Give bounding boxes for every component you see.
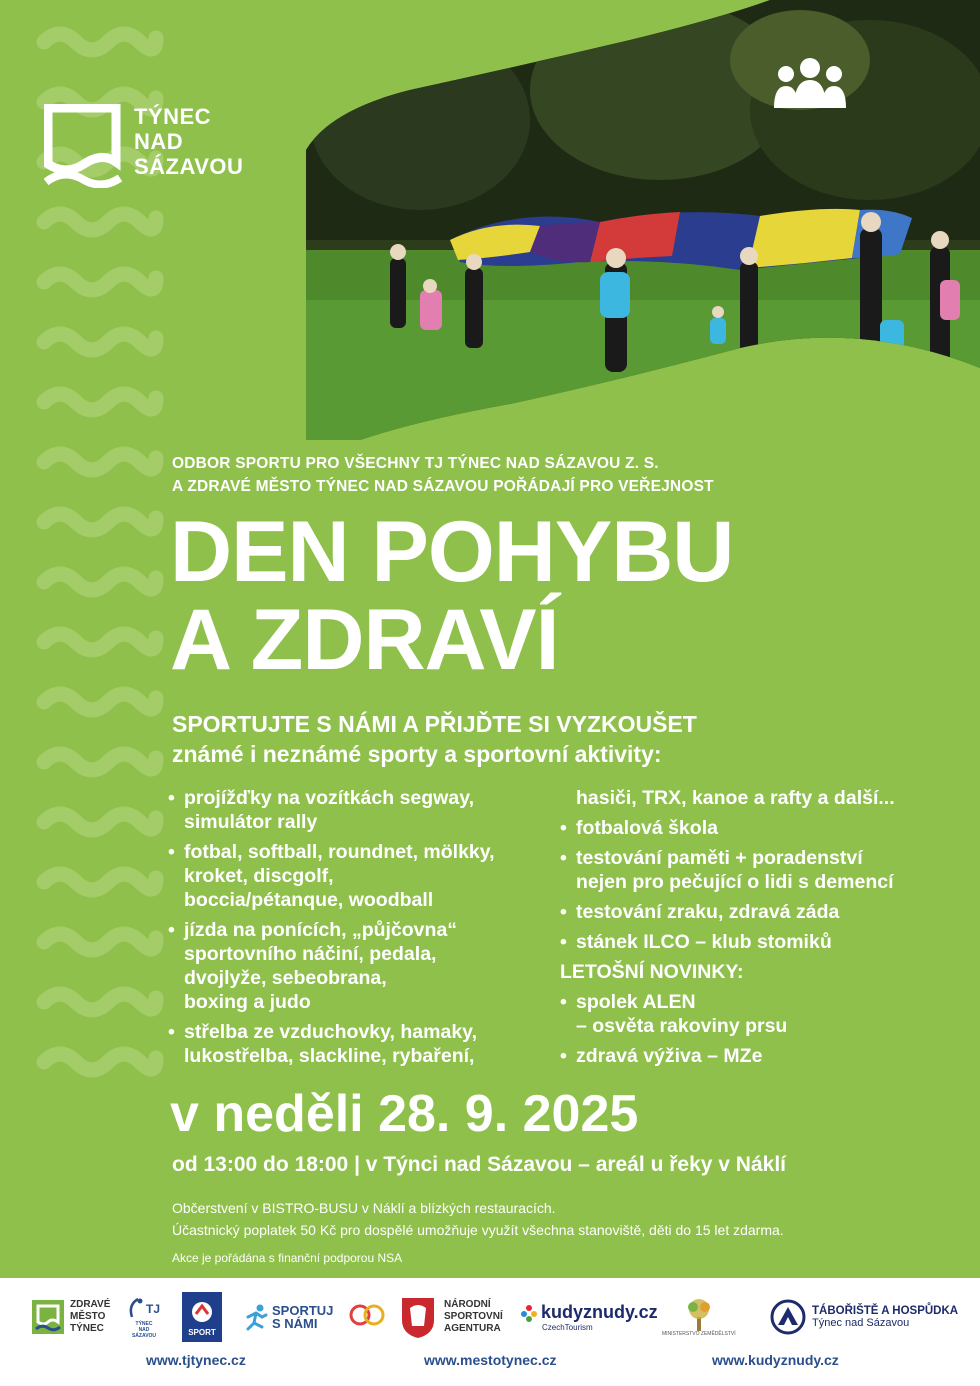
activities-left-column (168, 786, 558, 1074)
title-line-1: DEN POHYBU (170, 504, 734, 600)
activity-item (560, 930, 960, 954)
activity-continuation (560, 786, 960, 810)
partner-label: TÝNEC NAD SÁZAVOU (131, 1321, 157, 1339)
activity-text: projížďky na vozítkách segway, simulátor rally (184, 787, 475, 833)
partner-sport-pro-vsechny (182, 1290, 222, 1344)
event-date: v neděli 28. 9. 2025 (170, 1085, 639, 1143)
bullet: • (168, 919, 175, 941)
activity-text: testování paměti + poradenství nejen pro pečující o lidi s demencí (576, 847, 894, 893)
activity-text: hasiči, TRX, kanoe a rafty a další... (576, 787, 895, 809)
running-figure-icon (244, 1303, 270, 1331)
activity-item (168, 918, 558, 1014)
activity-text: testování zraku, zdravá záda (576, 901, 840, 923)
activity-text: jízda na ponících, „půjčovna“ sportovního náčiní, pedala, dvojlyže, sebeobrana, boxing a judo (184, 919, 458, 1013)
people-icon (772, 56, 848, 112)
title-line-2: A ZDRAVÍ (170, 592, 559, 688)
bullet: • (560, 901, 567, 923)
activity-item (560, 900, 960, 924)
partner-label: TÁBOŘIŠTĚ A HOSPŮDKA (812, 1305, 959, 1317)
refreshment-note: Občerstvení v BISTRO-BUSU v Náklí a blízkých restauracích. (172, 1200, 556, 1216)
partners-footer (0, 1278, 980, 1386)
cus-logo-icon (348, 1299, 386, 1335)
tj-mark: TJ (146, 1302, 161, 1316)
activity-item (168, 1020, 558, 1068)
town-logo-icon (44, 104, 124, 188)
logo-line-3: SÁZAVOU (134, 154, 244, 179)
event-time-place: od 13:00 do 18:00 | v Týnci nad Sázavou – areál u řeky v Náklí (172, 1153, 786, 1176)
event-title (170, 504, 734, 688)
url-kudyznudy[interactable]: www.kudyznudy.cz (712, 1352, 839, 1368)
bullet: • (560, 931, 567, 953)
activity-item (560, 816, 960, 840)
partner-kudyznudy (520, 1290, 658, 1344)
intro-line-2: A ZDRAVÉ MĚSTO TÝNEC NAD SÁZAVOU POŘÁDAJÍ PRO VEŘEJNOST (172, 478, 714, 495)
bullet: • (168, 1021, 175, 1043)
bullet: • (168, 787, 175, 809)
activity-text: fotbal, softball, roundnet, mölkky, kroket, discgolf, boccia/pétanque, woodball (184, 841, 495, 911)
sport-mark: SPORT (188, 1328, 216, 1337)
partner-label: kudyznudy.cz (541, 1302, 658, 1322)
taboriste-logo-icon (770, 1299, 806, 1335)
town-logo (44, 104, 274, 194)
partner-label: SPORTUJ S NÁMI (272, 1303, 334, 1331)
subtitle-line-1: SPORTUJTE S NÁMI A PŘIJĎTE SI VYZKOUŠET (172, 711, 697, 737)
partner-label: NÁRODNÍ SPORTOVNÍ AGENTURA (444, 1299, 503, 1334)
novinky-text: zdravá výživa – MZe (576, 1045, 763, 1067)
funding-note: Akce je pořádána s finanční podporou NSA (172, 1251, 403, 1265)
tj-logo-icon (124, 1295, 164, 1321)
url-tjtynec[interactable]: www.tjtynec.cz (146, 1352, 246, 1368)
partner-mze (662, 1290, 736, 1344)
url-mestotynec[interactable]: www.mestotynec.cz (424, 1352, 557, 1368)
partner-sublabel: CzechTourism (542, 1323, 593, 1332)
activity-item (560, 846, 960, 894)
zdrave-mesto-logo-icon (32, 1300, 64, 1334)
partner-sportuj-s-nami (244, 1290, 333, 1344)
partner-label: MINISTERSTVO ZEMĚDĚLSTVÍ (662, 1331, 736, 1337)
logo-line-1: TÝNEC (134, 104, 212, 129)
intro-line-1: ODBOR SPORTU PRO VŠECHNY TJ TÝNEC NAD SÁZAVOU Z. S. (172, 455, 659, 472)
partner-nsa (400, 1290, 503, 1344)
novinky-heading: LETOŠNÍ NOVINKY: (560, 961, 744, 983)
partner-sublabel: Týnec nad Sázavou (812, 1317, 910, 1329)
novinky-item (560, 990, 960, 1038)
logo-line-2: NAD (134, 129, 184, 154)
partner-label: ZDRAVÉ MĚSTO TÝNEC (70, 1299, 111, 1334)
novinky-item (560, 1044, 960, 1068)
sport-pro-vsechny-logo-icon (182, 1292, 222, 1342)
activity-item (168, 840, 558, 912)
nsa-emblem-icon (400, 1296, 436, 1338)
organizer-intro (172, 452, 714, 498)
novinky-text: spolek ALEN – osvěta rakoviny prsu (576, 991, 788, 1037)
partner-zdrave-mesto (32, 1290, 110, 1344)
partner-taboriste (770, 1290, 958, 1344)
bullet: • (560, 847, 567, 869)
kudyznudy-logo-icon (520, 1304, 538, 1322)
bullet: • (168, 841, 175, 863)
activity-text: střelba ze vzduchovky, hamaky, lukostřelba, slackline, rybaření, (184, 1021, 477, 1067)
bullet: • (560, 991, 567, 1013)
activity-item (168, 786, 558, 834)
partner-tj-tynec (124, 1290, 164, 1344)
subtitle-line-2: známé i neznámé sporty a sportovní aktivity: (172, 741, 662, 767)
activity-text: stánek ILCO – klub stomiků (576, 931, 832, 953)
activity-text: fotbalová škola (576, 817, 718, 839)
fee-note: Účastnický poplatek 50 Kč pro dospělé umožňuje využít všechna stanoviště, děti do 15 let zdarma. (172, 1222, 784, 1238)
bullet: • (560, 817, 567, 839)
activities-right-column (560, 786, 960, 1074)
tree-logo-icon (684, 1297, 714, 1331)
partner-ceska-unie-sportu (348, 1290, 386, 1344)
bullet: • (560, 1045, 567, 1067)
event-photo (300, 0, 980, 440)
